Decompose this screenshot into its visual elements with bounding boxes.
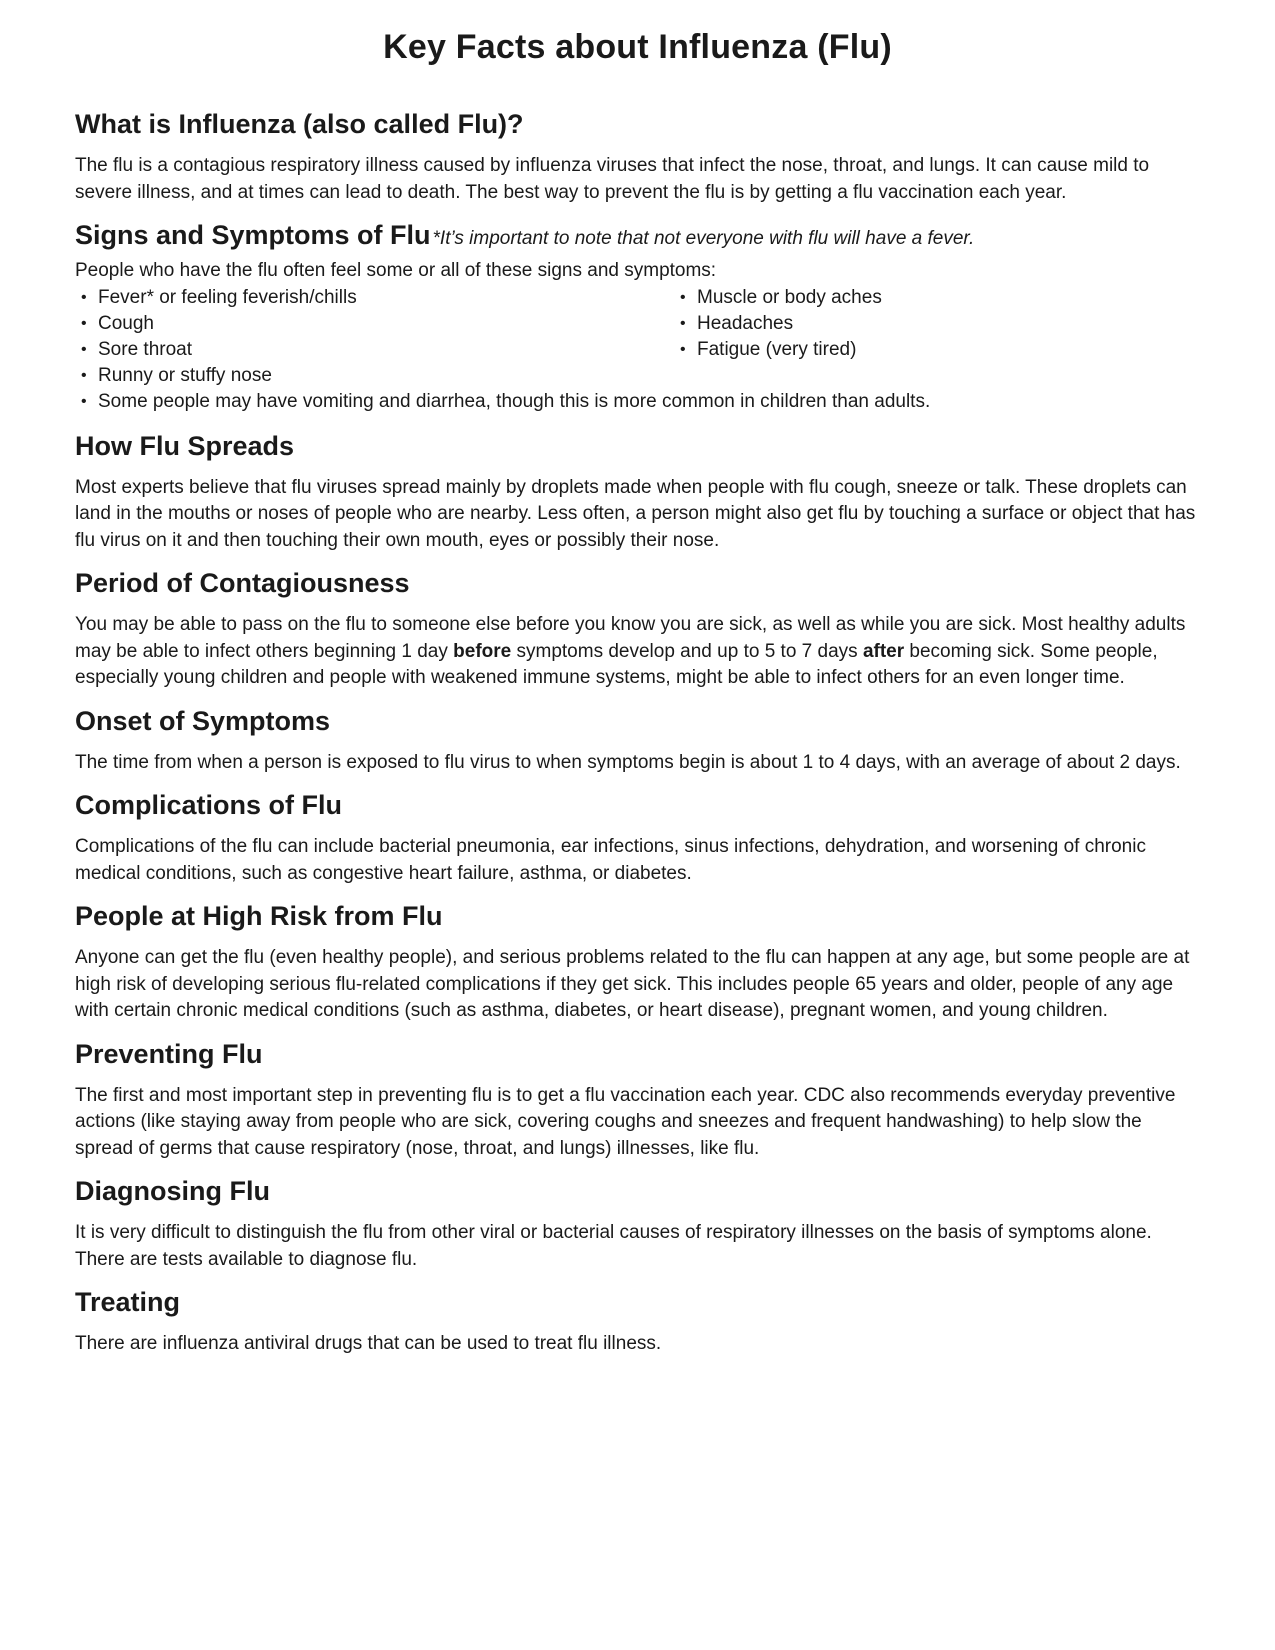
section-text: Anyone can get the flu (even healthy people), and serious problems related to the flu can happen at any age, but some people are at high risk of developing serious flu-related complications if they get sick. This includes people 65 years and older, people of any age with certain chronic medical conditions (such as asthma, diabetes, or heart disease), pregnant women, and young children. <box>75 947 1190 1021</box>
bullet-icon: • <box>680 340 686 358</box>
section-heading: Diagnosing Flu <box>75 1176 270 1206</box>
section-heading: What is Influenza (also called Flu)? <box>75 109 524 139</box>
bullet-icon: • <box>81 392 87 410</box>
section-onset <box>75 702 1200 777</box>
section-text: There are influenza antiviral drugs that can be used to treat flu illness. <box>75 1333 662 1354</box>
bullet-icon: • <box>81 366 87 384</box>
bullet-icon: • <box>81 288 87 306</box>
emphasis-after: after <box>862 640 905 662</box>
section-complications <box>75 786 1200 887</box>
list-item-text: Headaches <box>697 312 794 334</box>
emphasis-before: before <box>453 640 512 662</box>
list-item-text: Runny or stuffy nose <box>98 364 272 386</box>
bullet-icon: • <box>680 314 686 332</box>
list-item <box>680 285 882 312</box>
section-heading: People at High Risk from Flu <box>75 901 443 931</box>
bullet-icon: • <box>680 288 686 306</box>
section-spreads <box>75 427 1200 555</box>
section-heading: Complications of Flu <box>75 790 342 820</box>
list-item <box>680 311 794 338</box>
list-item-text: Fever* or feeling feverish/chills <box>98 286 357 308</box>
section-heading: Preventing Flu <box>75 1038 263 1069</box>
section-heading: Period of Contagiousness <box>75 568 410 598</box>
section-treating <box>75 1283 1200 1358</box>
list-item <box>81 389 931 416</box>
section-text: It is very difficult to distinguish the flu from other viral or bacterial causes of respiratory illnesses on the basis of symptoms alone. There are tests available to diagnose flu. <box>75 1222 1152 1270</box>
page-title: Key Facts about Influenza (Flu) <box>383 28 892 66</box>
section-diagnosing <box>75 1172 1200 1273</box>
list-item <box>81 285 357 312</box>
section-heading: Treating <box>75 1287 181 1317</box>
list-item-text: Sore throat <box>98 338 192 360</box>
bullet-icon: • <box>81 314 87 332</box>
section-text: The first and most important step in preventing flu is to get a flu vaccination each year. CDC also recommends everyday preventive actions (like staying away from people who are sick, covering coughs and sneezes and frequent handwashing) to help slow the spread of germs that cause respiratory (nose, throat, and lungs) illnesses, like flu. <box>75 1084 1176 1159</box>
list-item <box>81 311 154 338</box>
section-text: Most experts believe that flu viruses spread mainly by droplets made when people with flu cough, sneeze or talk. These droplets can land in the mouths or noses of people who are nearby. Less often, a person might also get flu by touching a surface or object that has flu virus on it and then touching their own mouth, eyes or possibly their nose. <box>75 476 1196 551</box>
text-run: You may be able to pass on the flu to someone else before you know you are sick, as well as while you are sick. Most healthy adults may be able to infect others beginning 1 day <box>75 614 1186 662</box>
section-text: Complications of the flu can include bacterial pneumonia, ear infections, sinus infections, dehydration, and worsening of chronic medical conditions, such as congestive heart failure, asthma, or diabetes. <box>75 836 1146 884</box>
section-heading: Onset of Symptoms <box>75 705 331 736</box>
signs-heading-row <box>75 216 1200 258</box>
list-item-text: Muscle or body aches <box>697 286 882 308</box>
section-what-is <box>75 105 1200 206</box>
section-text: The flu is a contagious respiratory illness caused by influenza viruses that infect the nose, throat, and lungs. It can cause mild to severe illness, and at times can lead to death. The best way to prevent the flu is by getting a flu vaccination each year. <box>75 155 1150 203</box>
section-text <box>75 612 1200 692</box>
symptom-list <box>75 285 1200 417</box>
section-text: The time from when a person is exposed to flu virus to when symptoms begin is about 1 to 4 days, with an average of about 2 days. <box>75 751 1181 773</box>
section-high-risk <box>75 897 1200 1025</box>
text-run: becoming sick. Some people, especially young children and people with weakened immune systems, might be able to infect others for an even longer time. <box>75 640 1158 688</box>
list-item <box>81 337 192 364</box>
list-item-text: Cough <box>98 312 154 334</box>
list-item <box>680 337 857 364</box>
text-run: symptoms develop and up to 5 to 7 days <box>511 640 863 662</box>
section-signs <box>75 216 1200 417</box>
list-item <box>81 363 272 390</box>
bullet-icon: • <box>81 340 87 358</box>
document-body <box>75 105 1200 1368</box>
signs-intro: People who have the flu often feel some or all of these signs and symptoms: <box>75 260 717 281</box>
section-contagiousness <box>75 564 1200 692</box>
section-preventing <box>75 1035 1200 1163</box>
section-heading: Signs and Symptoms of Flu <box>75 220 431 250</box>
fever-note: *It’s important to note that not everyone with flu will have a fever. <box>432 228 975 249</box>
list-item-text: Fatigue (very tired) <box>697 338 857 360</box>
section-heading: How Flu Spreads <box>75 430 295 461</box>
list-item-text: Some people may have vomiting and diarrhea, though this is more common in children than adults. <box>98 390 931 412</box>
